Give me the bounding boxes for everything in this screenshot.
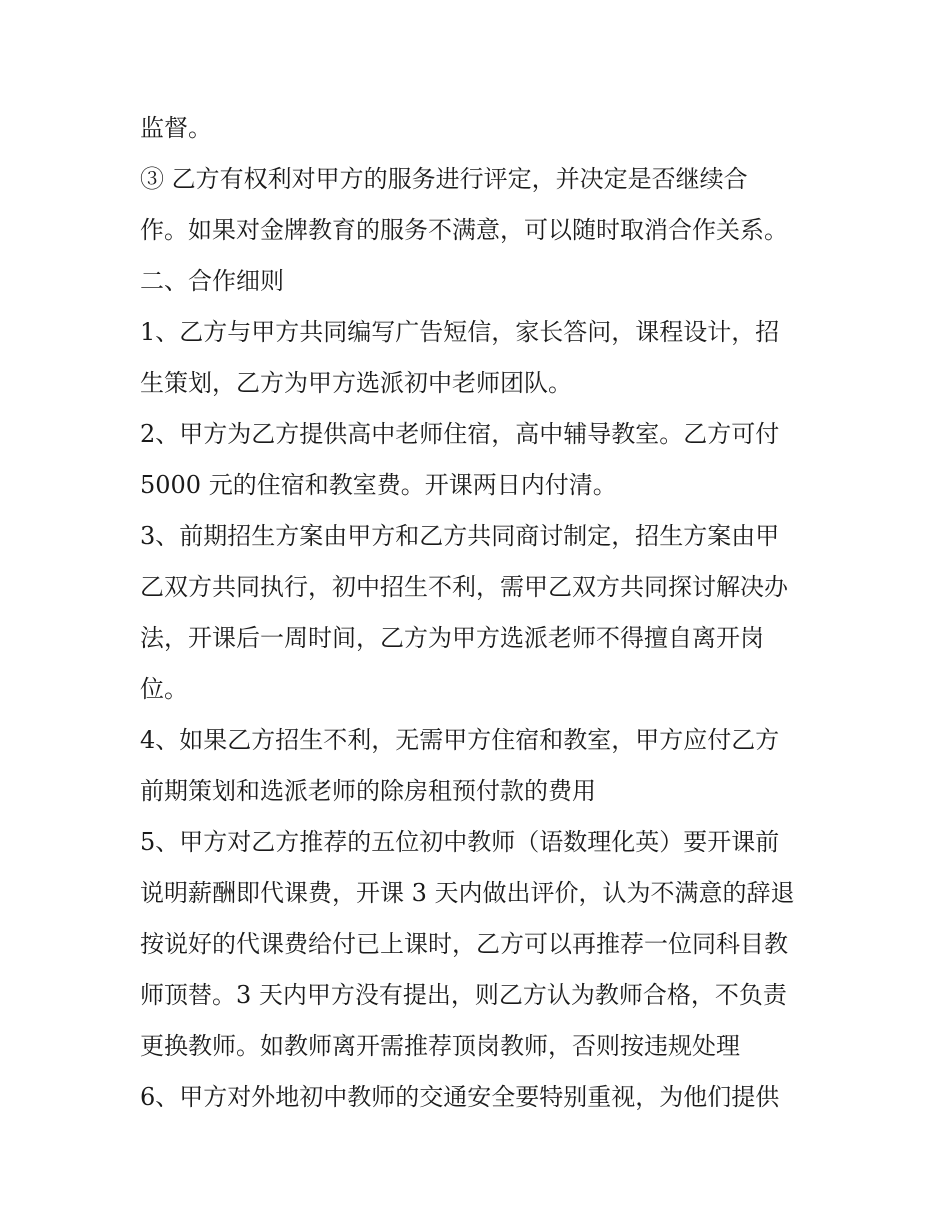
text-line: 5、甲方对乙方推荐的五位初中教师（语数理化英）要开课前 [140, 828, 780, 856]
text-line: 2、甲方为乙方提供高中老师住宿，高中辅导教室。乙方可付 [140, 420, 780, 448]
text-line: ③ 乙方有权利对甲方的服务进行评定，并决定是否继续合 [140, 165, 748, 193]
text-line: 法，开课后一周时间，乙方为甲方选派老师不得擅自离开岗 [140, 624, 764, 652]
text-line: 位。 [140, 675, 188, 703]
text-line: 生策划，乙方为甲方选派初中老师团队。 [140, 369, 572, 397]
text-line: 3、前期招生方案由甲方和乙方共同商讨制定，招生方案由甲 [140, 522, 780, 550]
text-line: 按说好的代课费给付已上课时，乙方可以再推荐一位同科目教 [140, 930, 788, 958]
text-line: 更换教师。如教师离开需推荐顶岗教师，否则按违规处理 [140, 1032, 740, 1060]
text-line: 师顶替。3 天内甲方没有提出，则乙方认为教师合格，不负责 [140, 981, 787, 1009]
text-line: 4、如果乙方招生不利，无需甲方住宿和教室，甲方应付乙方 [140, 726, 780, 754]
text-line: 前期策划和选派老师的除房租预付款的费用 [140, 777, 596, 805]
text-line: 乙双方共同执行，初中招生不利，需甲乙双方共同探讨解决办 [140, 573, 788, 601]
section-heading: 二、合作细则 [140, 267, 284, 295]
text-line: 说明薪酬即代课费，开课 3 天内做出评价，认为不满意的辞退 [140, 879, 795, 907]
text-line: 监督。 [140, 114, 212, 142]
document-body [140, 103, 830, 1123]
text-line: 1、乙方与甲方共同编写广告短信，家长答问，课程设计，招 [140, 318, 780, 346]
text-line: 5000 元的住宿和教室费。开课两日内付清。 [140, 471, 617, 499]
text-line: 作。如果对金牌教育的服务不满意，可以随时取消合作关系。 [140, 216, 788, 244]
text-line: 6、甲方对外地初中教师的交通安全要特别重视，为他们提供 [140, 1083, 780, 1111]
